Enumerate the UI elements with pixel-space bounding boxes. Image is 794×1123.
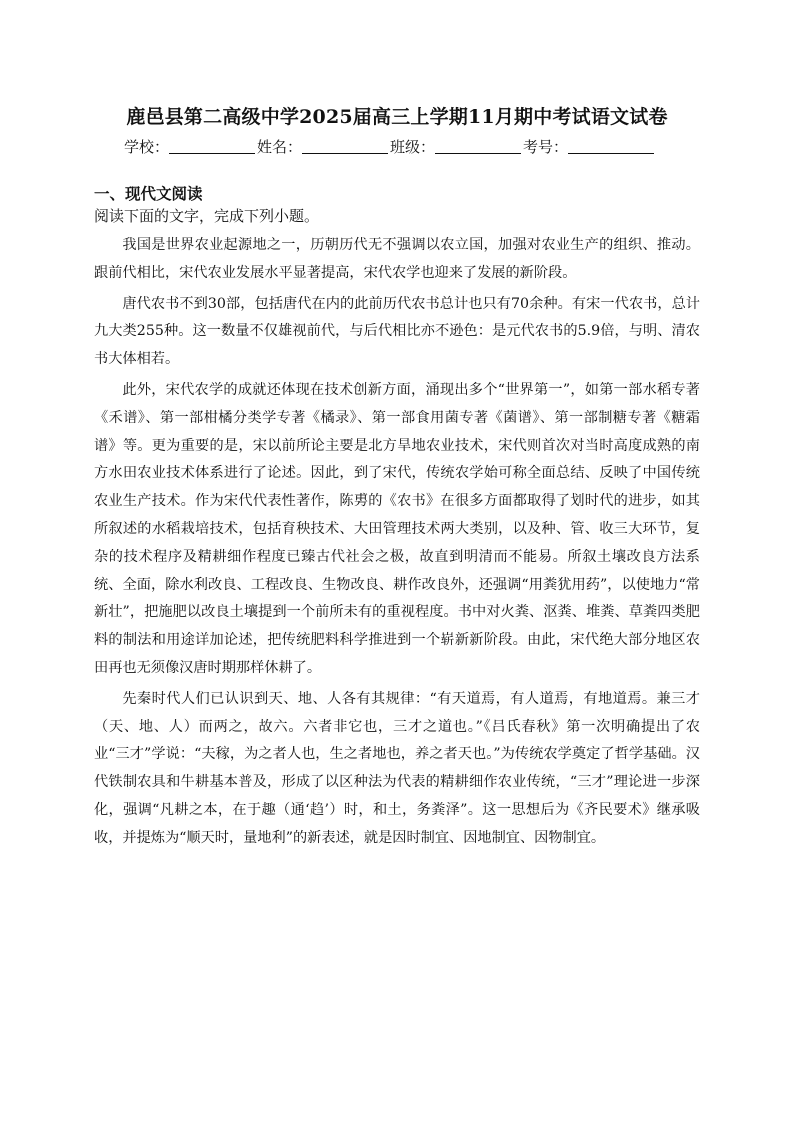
exam-title: 鹿邑县第二高级中学2025届高三上学期11月期中考试语文试卷 (126, 106, 668, 128)
paragraph: 我国是世界农业起源地之一，历朝历代无不强调以农立国，加强对农业生产的组织、推动。跟前代相比，宋代农业发展水平显著提高，宋代农学也迎来了发展的新阶段。 (94, 237, 700, 281)
name-field (257, 136, 390, 157)
exam-number-blank[interactable] (568, 139, 654, 154)
name-label: 姓名： (257, 138, 303, 156)
student-info-line (124, 136, 656, 157)
school-field (124, 136, 257, 157)
school-blank[interactable] (169, 139, 255, 154)
paragraph: 此外，宋代农学的成就还体现在技术创新方面，涌现出多个“世界第一”，如第一部水稻专著《禾谱》、第一部柑橘分类学专著《橘录》、第一部食用菌专著《菌谱》、第一部制糖专著《糖霜谱》等。更为重要的是，宋以前所论主要是北方旱地农业技术，宋代则首次对当时高度成熟的南方水田农业技术体系进行了论述。因此，到了宋代，传统农学始可称全面总结、反映了中国传统农业生产技术。作为宋代代表性著作，陈旉的《农书》在很多方面都取得了划时代的进步，如其所叙述的水稻栽培技术，包括育秧技术、大田管理技术两大类别，以及种、管、收三大环节，复杂的技术程序及精耕细作程度已臻古代社会之极，故直到明清而不能易。所叙土壤改良方法系统、全面，除水利改良、工程改良、生物改良、耕作改良外，还强调“用粪犹用药”，以使地力“常新壮”，把施肥以改良土壤提到一个前所未有的重视程度。书中对火粪、沤粪、堆粪、草粪四类肥料的制法和用途详加论述，把传统肥料科学推进到一个崭新新阶段。由此，宋代绝大部分地区农田再也无须像汉唐时期那样休耕了。 (94, 381, 700, 676)
paragraph: 先秦时代人们已认识到天、地、人各有其规律：“有天道焉，有人道焉，有地道焉。兼三才（天、地、人）而两之，故六。六者非它也，三才之道也。”《吕氏春秋》第一次明确提出了农业“三才”学说：“夫稼，为之者人也，生之者地也，养之者天也。”为传统农学奠定了哲学基础。汉代铁制农具和牛耕基本普及，形成了以区种法为代表的精耕细作农业传统，“三才”理论进一步深化，强调“凡耕之本，在于趣（通‘趋’）时，和土，务粪泽”。这一思想后为《齐民要术》继承吸收，并提炼为“顺天时，量地利”的新表述，就是因时制宜、因地制宜、因物制宜。 (94, 690, 700, 846)
exam-number-label: 考号： (523, 138, 569, 156)
reading-instruction: 阅读下面的文字，完成下列小题。 (94, 207, 320, 225)
class-blank[interactable] (435, 139, 521, 154)
class-label: 班级： (390, 138, 436, 156)
section-heading: 一、现代文阅读 (94, 185, 203, 203)
exam-number-field (523, 136, 656, 157)
paragraph: 唐代农书不到30部，包括唐代在内的此前历代农书总计也只有70余种。有宋一代农书，总计九大类255种。这一数量不仅雄视前代，与后代相比亦不逊色：是元代农书的5.9倍，与明、清农书大体相若。 (94, 295, 700, 368)
class-field (390, 136, 523, 157)
school-label: 学校： (124, 138, 170, 156)
reading-passage (94, 232, 700, 856)
name-blank[interactable] (302, 139, 388, 154)
